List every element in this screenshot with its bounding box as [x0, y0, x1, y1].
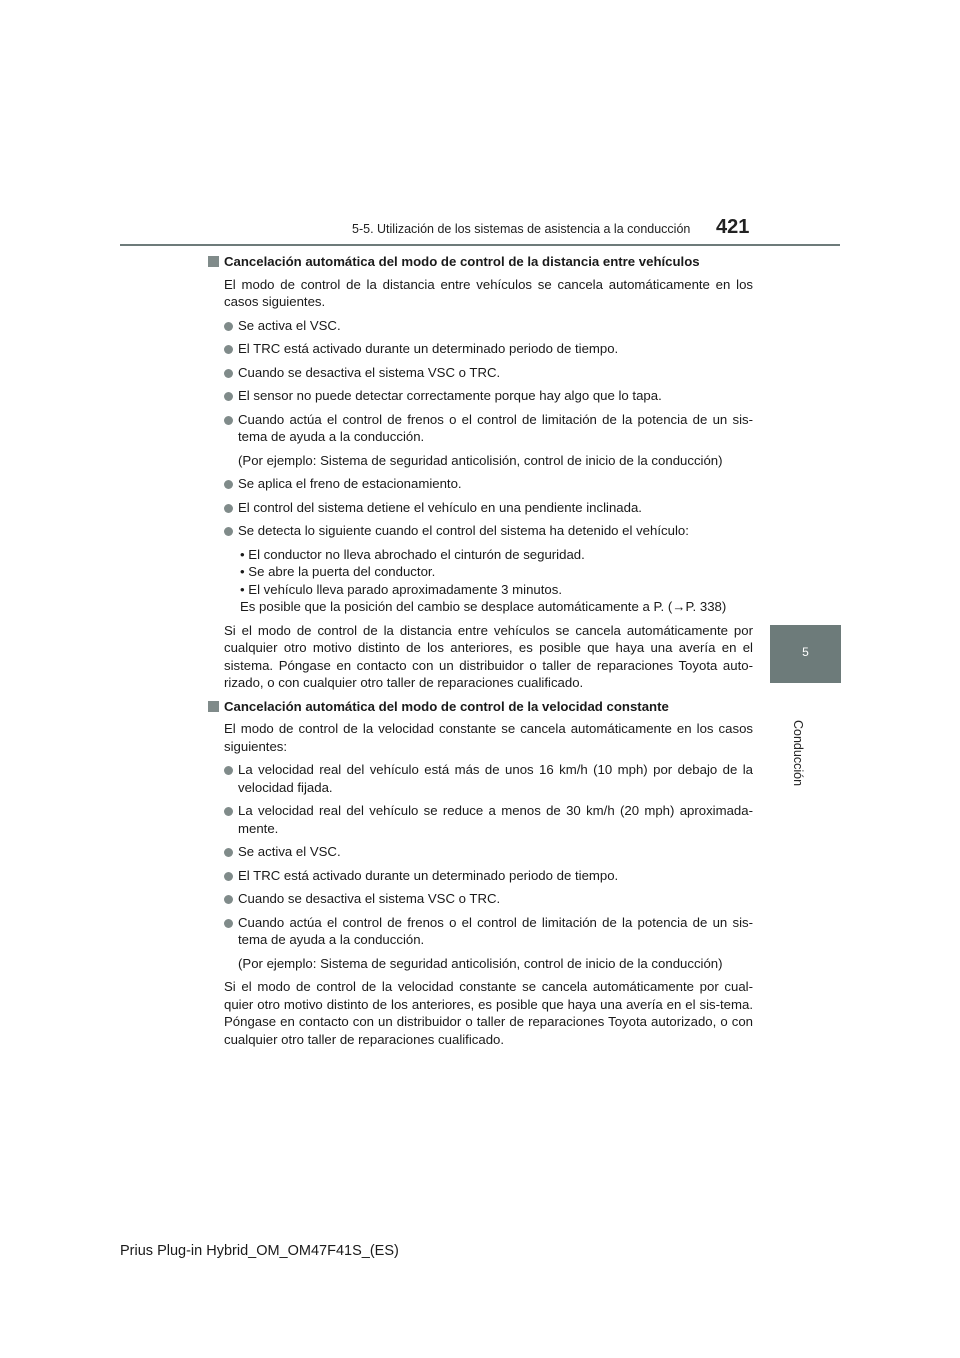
page-number: 421	[716, 216, 750, 238]
list-item: Cuando se desactiva el sistema VSC o TRC.	[208, 890, 753, 908]
round-bullet-icon	[224, 345, 233, 354]
round-bullet-icon	[224, 872, 233, 881]
list-item: Cuando actúa el control de frenos o el control de limitación de la potencia de un sis-tema de ayuda a la conducción.	[208, 914, 753, 949]
list-item: Se aplica el freno de estacionamiento.	[208, 475, 753, 493]
sub-item: • El conductor no lleva abrochado el cinturón de seguridad.	[240, 546, 585, 562]
sub-item: • El vehículo lleva parado aproximadamente 3 minutos.	[240, 581, 563, 597]
list-item: Se detecta lo siguiente cuando el control del sistema ha detenido el vehículo:	[208, 522, 753, 540]
list-item: Se activa el VSC.	[208, 843, 753, 861]
list-item: La velocidad real del vehículo se reduce a menos de 30 km/h (20 mph) aproximada-mente.	[208, 802, 753, 837]
closing-paragraph: Si el modo de control de la velocidad constante se cancela automáticamente por cual-quier otro motivo distinto de los anteriores, es posible que haya una avería en el sis-tema. Póngase en contacto con un distribuidor o taller de reparaciones Toyota autorizado, o con cualquier otro taller de reparaciones cualificado.	[224, 979, 753, 1047]
round-bullet-icon	[224, 392, 233, 401]
round-bullet-icon	[224, 895, 233, 904]
list-item: El sensor no puede detectar correctamente porque hay algo que lo tapa.	[208, 387, 753, 405]
round-bullet-icon	[224, 766, 233, 775]
section-heading: Cancelación automática del modo de control de la velocidad constante	[208, 698, 753, 716]
sub-item: • Se abre la puerta del conductor.	[240, 564, 436, 579]
example-note: (Por ejemplo: Sistema de seguridad anticolisión, control de inicio de la conducción)	[238, 452, 723, 468]
list-item: El control del sistema detiene el vehículo en una pendiente inclinada.	[208, 499, 753, 517]
round-bullet-icon	[224, 480, 233, 489]
square-bullet-icon	[208, 701, 219, 712]
sub-note: Es posible que la posición del cambio se desplace automáticamente a P. (→P. 338)	[240, 599, 727, 614]
round-bullet-icon	[224, 848, 233, 857]
example-note: (Por ejemplo: Sistema de seguridad anticolisión, control de inicio de la conducción)	[238, 955, 723, 971]
list-item: El TRC está activado durante un determinado periodo de tiempo.	[208, 340, 753, 358]
section-intro: El modo de control de la velocidad constante se cancela automáticamente en los casos siguientes:	[224, 721, 753, 754]
closing-paragraph: Si el modo de control de la distancia entre vehículos se cancela automáticamente por cualquier otro motivo distinto de los anteriores, es posible que haya una avería en el sistema. Póngase en contacto con un distribuidor o taller de reparaciones Toyota auto-rizado, o con cualquier otro taller de reparaciones cualificado.	[224, 622, 753, 690]
round-bullet-icon	[224, 527, 233, 536]
header-rule	[120, 244, 840, 246]
round-bullet-icon	[224, 807, 233, 816]
page-content	[208, 253, 753, 1054]
list-item: La velocidad real del vehículo está más de unos 16 km/h (10 mph) por debajo de la velocidad fijada.	[208, 761, 753, 796]
section-intro: El modo de control de la distancia entre vehículos se cancela automáticamente en los casos siguientes.	[224, 276, 753, 309]
chapter-number: 5	[802, 645, 809, 659]
header-section-title: 5-5. Utilización de los sistemas de asistencia a la conducción	[352, 222, 691, 236]
chapter-tab	[770, 625, 841, 683]
section-heading: Cancelación automática del modo de control de la distancia entre vehículos	[208, 253, 753, 271]
round-bullet-icon	[224, 919, 233, 928]
round-bullet-icon	[224, 504, 233, 513]
round-bullet-icon	[224, 322, 233, 331]
round-bullet-icon	[224, 416, 233, 425]
chapter-label: Conducción	[791, 720, 805, 787]
footer-document-id: Prius Plug-in Hybrid_OM_OM47F41S_(ES)	[120, 1243, 399, 1259]
square-bullet-icon	[208, 256, 219, 267]
list-item: Cuando se desactiva el sistema VSC o TRC.	[208, 364, 753, 382]
round-bullet-icon	[224, 369, 233, 378]
list-item: Cuando actúa el control de frenos o el control de limitación de la potencia de un sis-tema de ayuda a la conducción.	[208, 411, 753, 446]
list-item: El TRC está activado durante un determinado periodo de tiempo.	[208, 867, 753, 885]
list-item: Se activa el VSC.	[208, 317, 753, 335]
